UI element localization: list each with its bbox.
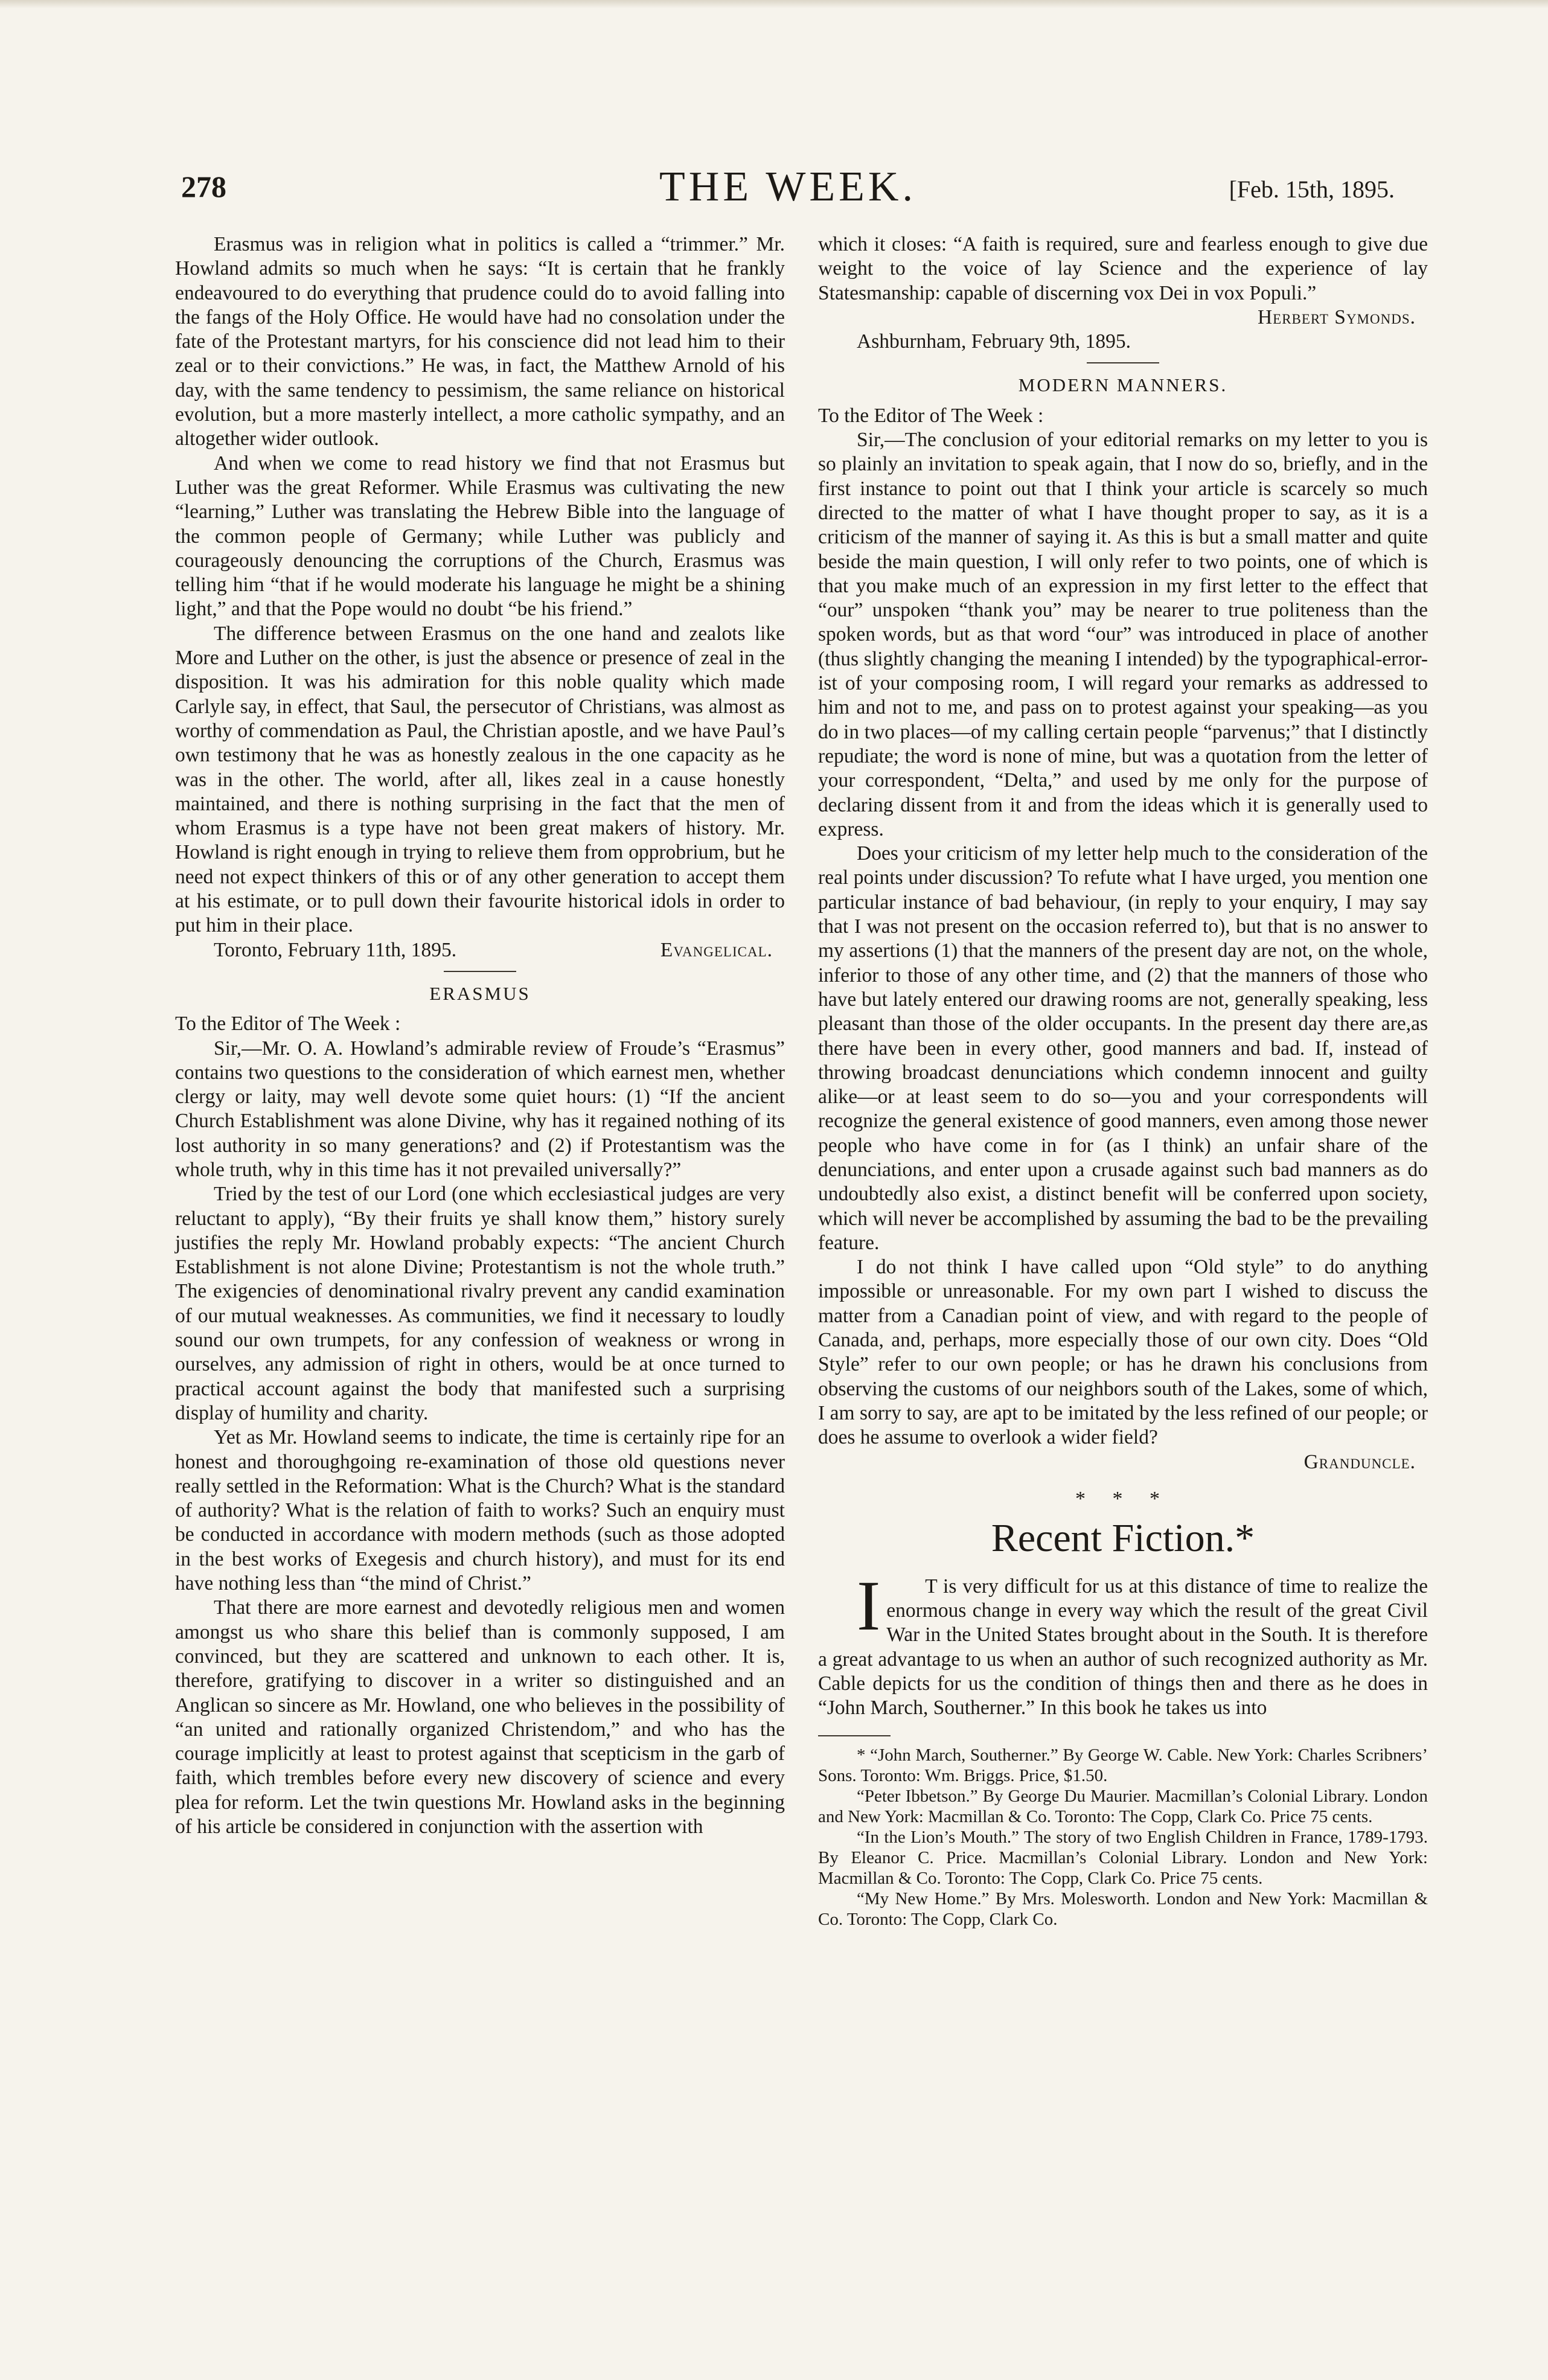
signature-name: Granduncle. bbox=[1303, 1450, 1416, 1473]
signature-place-date: Ashburnham, February 9th, 1895. bbox=[857, 330, 1131, 353]
page-header bbox=[181, 163, 1395, 217]
article-paragraph bbox=[818, 1566, 1428, 1721]
letter-signature bbox=[175, 938, 785, 962]
drop-cap: I bbox=[857, 1566, 881, 1645]
top-edge-rule bbox=[0, 0, 1548, 8]
section-divider bbox=[1087, 362, 1159, 363]
section-heading: ERASMUS bbox=[429, 982, 531, 1004]
paragraph-continued: which it closes: “A faith is required, sure and fearless enough to give due weight to the voice of lay Science and the experience of lay Statesmanship: capable of discerning vox Dei in vox Populi.” bbox=[818, 233, 1428, 304]
footnote-divider bbox=[818, 1735, 891, 1736]
paragraph: Sir,—The conclusion of your editorial remarks on my letter to you is so plainly an invitation to speak again, that I now do so, briefly, and in the first instance to point out that I think your article is scarcely so much directed to the matter of what I have thought proper to say, as it is a criticism of the manner of saying it. As this is but a small matter and quite beside the main question, I will only refer to two points, one of which is that you make much of an expression in my first letter to the effect that “our” unspoken “thank you” may be nearer to true politeness than the spoken words, but as that word “our” was introduced in place of another (thus slightly changing the meaning I intended) by the typographical-error-ist of your composing room, I will regard your remarks as addressed to him and not to me, and pass on to protest against your speaking—as you do in two places—of my calling certain people “parvenus;” that I distinctly repudiate; the word is none of mine, but was a quotation from the letter of your correspondent, “Delta,” and used by me only for the purpose of declaring dissent from it and from the ideas which it is generally used to express. bbox=[818, 429, 1428, 840]
paragraph: Yet as Mr. Howland seems to indicate, the time is certainly ripe for an honest and thoroughgoing re-examination of those old questions never really settled in the Reformation: What is the Church? What is the standard of authority? What is the relation of faith to works? Such an enquiry must be conducted in accordance with modern methods (such as those adopted in the best works of Exegesis and church history), and must for its end have nothing less than “the mind of Christ.” bbox=[175, 1426, 785, 1595]
paragraph: Does your criticism of my letter help much to the consideration of the real points under discussion? To refute what I have urged, you mention one particular instance of bad behaviour, (in reply to your enquiry, I may say that I was not present on the occasion referred to), but that is no answer to my assertions (1) that the manners of the present day are not, on the whole, inferior to those of any other time, and (2) that the manners of those who have but lately entered our drawing rooms are not, generally speaking, less pleasant than those of the older occupants. In the present day there are,as there have been in every other, good manners and bad. If, instead of throwing broadcast denunciations which condemn innocent and guilty alike—or at least seem to do so—you and your correspondents will recognize the general existence of good manners, even among those newer people who have come in for (as I think) an unfair share of the denunciations, and enter upon a crusade against such bad manners as do undoubtedly also exist, a distinct benefit will be conferred upon society, which will never be accomplished by assuming the bad to be the prevailing feature. bbox=[818, 842, 1428, 1254]
footnote: “Peter Ibbetson.” By George Du Maurier. Macmillan’s Colonial Library. London and New York: Macmillan & Co. Toronto: The Copp, Clark Co. Price 75 cents. bbox=[818, 1786, 1428, 1826]
paragraph: Erasmus was in religion what in politics is called a “trimmer.” Mr. Howland admits so much when he says: “It is certain that he frankly endeavoured to do everything that prudence could do to avoid falling into the fangs of the Holy Office. He would have had no consolation under the fate of the Protestant martyrs, for his conscience did not lead him to their zeal or to their convictions.” He was, in fact, the Matthew Arnold of his day, with the same tendency to pessimism, the same reliance on historical evolution, but a more masterly intellect, a more catholic sympathy, and an altogether wider outlook. bbox=[175, 233, 785, 450]
paragraph: That there are more earnest and devotedly religious men and women amongst us who share this belief than is commonly supposed, I am convinced, but they are scattered and unknown to each other. It is, therefore, gratifying to discover in a writer so distinguished and an Anglican so sincere as Mr. Howland, one who believes in the possibility of “an united and rationally organized Christendom,” and who has the courage implicitly at least to protest against that scepticism in the garb of faith, which trembles before every new discovery of science and every plea for reform. Let the twin questions Mr. Howland asks in the beginning of his article be considered in conjunction with the assertion with bbox=[175, 1596, 785, 1838]
salutation: To the Editor of The Week : bbox=[175, 1012, 401, 1035]
paragraph: And when we come to read history we find that not Erasmus but Luther was the great Reformer. While Erasmus was cultivating the new “learning,” Luther was translating the Hebrew Bible into the language of the common people of Germany; while Luther was publicly and courageously denouncing the corruptions of the Church, Erasmus was telling him “that if he would moderate his language he might be a shining light,” and that the Pope would no doubt “be his friend.” bbox=[175, 452, 785, 621]
paragraph: I do not think I have called upon “Old style” to do anything impossible or unreasonable. For my own part I wished to discuss the matter from a Canadian point of view, and with regard to the people of Canada, and, perhaps, more especially those of our own city. Does “Old Style” refer to our own people; or has he drawn his conclusions from observing the customs of our neighbors south of the Lakes, some of which, I am sorry to say, are apt to be imitated by the less refined of our people; or does he assume to overlook a wider field? bbox=[818, 1256, 1428, 1449]
issue-date: [Feb. 15th, 1895. bbox=[1229, 176, 1395, 203]
section-heading: MODERN MANNERS. bbox=[1018, 374, 1228, 396]
article-title: Recent Fiction.* bbox=[991, 1515, 1255, 1560]
section-divider bbox=[444, 971, 516, 972]
right-column bbox=[818, 232, 1428, 1930]
salutation: To the Editor of The Week : bbox=[818, 404, 1044, 427]
article-text: T is very difficult for us at this distance of time to realize the enormous change in every way which the result of the great Civil War in the United States brought about in the South. It is therefore a great advantage to us when an author of such recognized authority as Mr. Cable depicts for us the condition of things then and there as he does in “John March, Southerner.” In this book he takes us into bbox=[818, 1575, 1428, 1719]
footnote: “In the Lion’s Mouth.” The story of two English Children in France, 1789-1793. By Eleanor C. Price. Macmillan’s Colonial Library. London and New York: Macmillan & Co. Toronto: The Copp, Clark Co. Price 75 cents. bbox=[818, 1827, 1428, 1888]
left-column bbox=[175, 232, 785, 1839]
footnote: “My New Home.” By Mrs. Molesworth. London and New York: Macmillan & Co. Toronto: The Copp, Clark Co. bbox=[818, 1889, 1428, 1929]
paragraph: Sir,—Mr. O. A. Howland’s admirable review of Froude’s “Erasmus” contains two questions to the consideration of which earnest men, whether clergy or laity, may well devote some quiet hours: (1) “If the ancient Church Establishment was alone Divine, why has it regained nothing of its lost authority in so many generations? and (2) if Protestantism was the whole truth, why in this time has it not prevailed universally?” bbox=[175, 1037, 785, 1181]
paragraph: The difference between Erasmus on the one hand and zealots like More and Luther on the other, is just the absence or presence of zeal in the disposition. It was his admiration for this noble quality which made Carlyle say, in effect, that Saul, the persecutor of Christians, was almost as worthy of commendation as Paul, the Christian apostle, and we have Paul’s own testimony that he was as honestly zealous in the one capacity as he was in the other. The world, after all, likes zeal in a cause honestly maintained, and there is nothing surprising in the fact that the men of whom Erasmus is a type have not been great makers of history. Mr. Howland is right enough in trying to relieve them from opprobrium, but he need not expect thinkers of this or of any other generation to accept them at his estimate, or to pull down their favourite historical idols in order to put him in their place. bbox=[175, 622, 785, 937]
paragraph: Tried by the test of our Lord (one which ecclesiastical judges are very reluctant to apply), “By their fruits ye shall know them,” history surely justifies the reply Mr. Howland probably expects: “The ancient Church Establishment is not alone Divine; Protestantism is not the whole truth.” The exigencies of denominational rivalry prevent any candid examination of our mutual weaknesses. As communities, we find it necessary to loudly sound our own trumpets, for any confession of weakness or wrong in ourselves, any admission of right in others, would be at once turned to practical account against the body that manifested such a surprising display of humility and charity. bbox=[175, 1183, 785, 1424]
signature-name: Herbert Symonds. bbox=[1257, 305, 1416, 328]
footnote: * “John March, Southerner.” By George W. Cable. New York: Charles Scribners’ Sons. Toronto: Wm. Briggs. Price, $1.50. bbox=[818, 1745, 1428, 1785]
signature-name: Evangelical. bbox=[660, 938, 773, 961]
section-ornament: * * * bbox=[1075, 1487, 1171, 1510]
masthead-title: THE WEEK. bbox=[659, 164, 916, 210]
signature-place-date: Toronto, February 11th, 1895. bbox=[214, 938, 457, 961]
page-number: 278 bbox=[181, 170, 226, 203]
